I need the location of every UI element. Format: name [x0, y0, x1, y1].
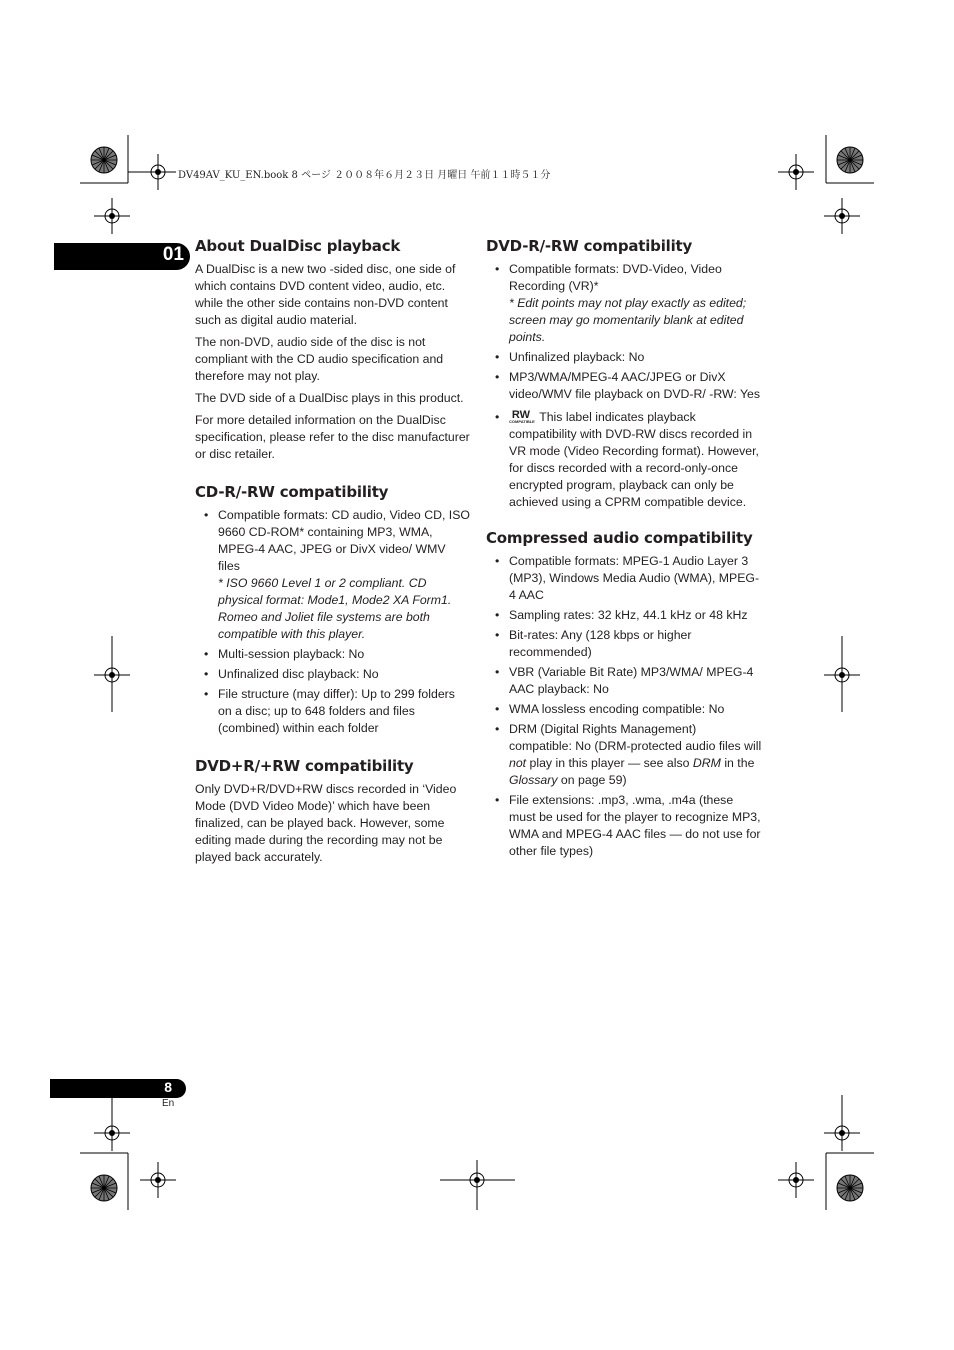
dvdminus-formats-text: Compatible formats: DVD-Video, Video Recording (VR)* — [509, 262, 722, 293]
dualdisc-paragraph: A DualDisc is a new two -sided disc, one side of which contains DVD content video, audio, etc. while the other side contains non-DVD content such as digital audio material. — [195, 262, 456, 327]
list-item: • Unfinalized disc playback: No — [195, 666, 470, 683]
drm-text-g: on page 59) — [557, 773, 627, 787]
dvdplus-paragraph: Only DVD+R/DVD+RW discs recorded in ‘Video Mode (DVD Video Mode)’ which have been finalized, can be played back. However, some editing made during the recording may not be played back accurately. — [195, 782, 457, 864]
list-item — [486, 409, 762, 511]
print-header: DV49AV_KU_EN.book 8 ページ ２００８年６月２３日 月曜日 午前１１時５１分 — [178, 170, 551, 181]
right-column — [486, 237, 762, 875]
drm-text-e: in the — [720, 756, 755, 770]
audio-section — [486, 529, 762, 860]
cdr-formats-note: * ISO 9660 Level 1 or 2 compliant. CD physical format: Mode1, Mode2 XA Form1. Romeo and Joliet file systems are both compatible with this player. — [218, 576, 452, 641]
dualdisc-section — [195, 237, 470, 463]
audio-heading: Compressed audio compatibility — [486, 529, 753, 547]
list-item: • File structure (may differ): Up to 299 folders on a disc; up to 648 folders and files (combined) within each folder — [195, 686, 470, 737]
audio-list — [486, 553, 762, 860]
glossary-reference: Glossary — [509, 773, 558, 787]
dvdminus-formats-note: * Edit points may not play exactly as edited; screen may go momentarily blank at edited points. — [509, 296, 747, 344]
cdr-list — [195, 507, 470, 737]
chapter-number: 01 — [162, 244, 184, 265]
rw-label-text: This label indicates playback compatibility with DVD-RW discs recorded in VR mode (Video Recording format). However, for discs recorded with a record-only-once encrypted program, playback can only be achieved using a CPRM compatible device. — [509, 410, 759, 509]
list-item: • Unfinalized playback: No — [486, 349, 762, 366]
dualdisc-paragraph: For more detailed information on the DualDisc specification, please refer to the disc manufacturer or disc retailer. — [195, 413, 470, 461]
list-item: • VBR (Variable Bit Rate) MP3/WMA/ MPEG-4 AAC playback: No — [486, 664, 762, 698]
page-number: 8 — [164, 1079, 172, 1095]
chapter-tab — [54, 243, 190, 270]
dualdisc-paragraph: The DVD side of a DualDisc plays in this product. — [195, 391, 464, 405]
drm-text-not: not — [509, 756, 527, 770]
list-item: • Sampling rates: 32 kHz, 44.1 kHz or 48 kHz — [486, 607, 762, 624]
drm-text-c: play in this player — see also — [526, 756, 693, 770]
list-item: • WMA lossless encoding compatible: No — [486, 701, 762, 718]
cdr-heading: CD-R/-RW compatibility — [195, 483, 389, 501]
list-item — [195, 507, 470, 643]
drm-text-a: DRM (Digital Rights Management) compatible: No (DRM-protected audio files will — [509, 722, 762, 753]
dvdminus-section — [486, 237, 762, 511]
list-item: • Compatible formats: MPEG-1 Audio Layer 3 (MP3), Windows Media Audio (WMA), MPEG-4 AAC — [486, 553, 762, 604]
dualdisc-paragraph: The non-DVD, audio side of the disc is not compliant with the CD audio specification and therefore may not play. — [195, 335, 444, 383]
dualdisc-heading: About DualDisc playback — [195, 237, 401, 255]
dvdplus-section — [195, 757, 470, 866]
cdr-section — [195, 483, 470, 737]
list-item: • MP3/WMA/MPEG-4 AAC/JPEG or DivX video/WMV file playback on DVD-R/ -RW: Yes — [486, 369, 762, 403]
dvdplus-heading: DVD+R/+RW compatibility — [195, 757, 414, 775]
list-item — [486, 261, 762, 346]
drm-glossary-term: DRM — [692, 756, 721, 770]
dvdminus-list — [486, 261, 762, 511]
list-item: • File extensions: .mp3, .wma, .m4a (these must be used for the player to recognize MP3, WMA and MPEG-4 AAC files — do not use for other file types) — [486, 792, 762, 860]
cdr-formats-text: Compatible formats: CD audio, Video CD, ISO 9660 CD-ROM* containing MP3, WMA, MPEG-4 AAC, JPEG or DivX video/ WMV files — [218, 508, 470, 573]
dvdminus-heading: DVD-R/-RW compatibility — [486, 237, 693, 255]
rw-compatible-logo — [509, 410, 533, 424]
page-language: En — [162, 1098, 175, 1109]
list-item: • Multi-session playback: No — [195, 646, 470, 663]
page-number-tab — [50, 1079, 186, 1098]
rw-logo-main: RW — [511, 409, 531, 421]
rw-logo-sub: COMPATIBLE — [509, 419, 535, 424]
list-item: • Bit-rates: Any (128 kbps or higher recommended) — [486, 627, 762, 661]
left-column — [195, 237, 470, 881]
list-item — [486, 721, 762, 789]
